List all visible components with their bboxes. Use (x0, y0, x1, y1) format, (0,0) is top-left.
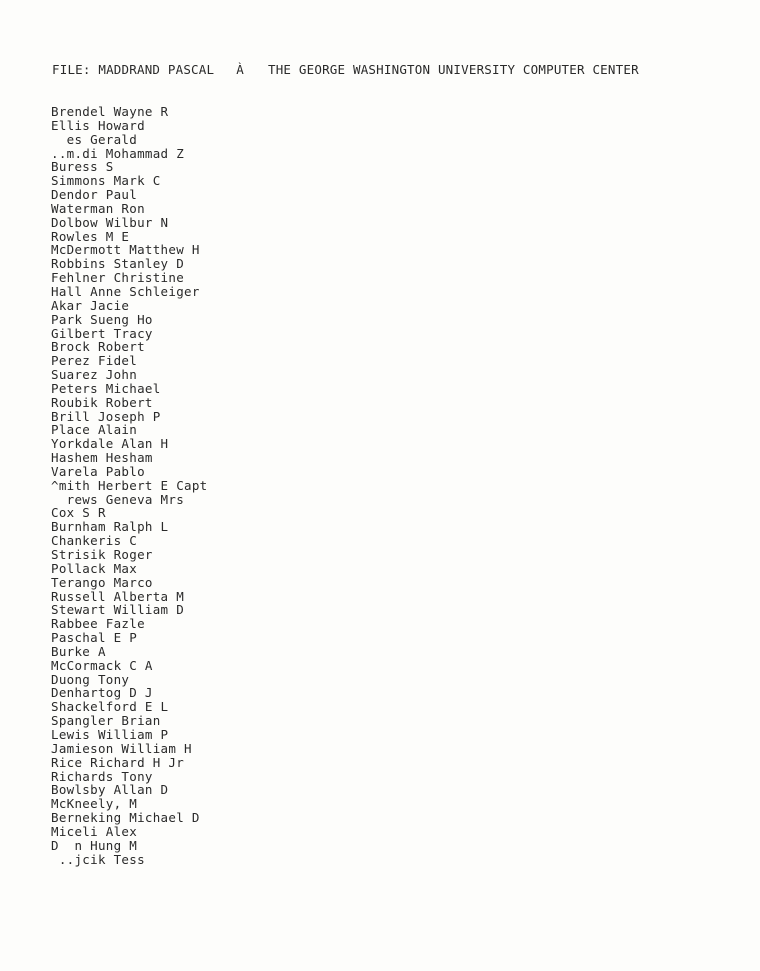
file-label: FILE: MADDRAND PASCAL (52, 62, 215, 77)
name-entry: Buress S (51, 159, 114, 175)
name-entry: Cox S R (51, 505, 106, 521)
name-entry: Brill Joseph P (51, 408, 161, 424)
name-entry: Varela Pablo (51, 463, 145, 479)
name-entry: Lewis William P (51, 726, 169, 742)
name-entry: Miceli Alex (51, 823, 138, 839)
name-entry: Dolbow Wilbur N (51, 214, 169, 230)
name-entry: Gilbert Tracy (51, 325, 153, 341)
name-entry: Burnham Ralph L (51, 519, 169, 535)
name-entry: Brendel Wayne R (51, 104, 169, 119)
name-entry: Strisik Roger (51, 547, 153, 562)
name-entry: Waterman Ron (51, 200, 145, 216)
name-entry: Yorkdale Alan H (51, 436, 169, 452)
name-entry: es Gerald (51, 131, 138, 147)
name-entry: Russell Alberta M (51, 588, 185, 604)
name-entry: McCormack C A (51, 657, 153, 673)
name-entry: Roubik Robert (51, 394, 153, 410)
name-entry: Peters Michael (51, 380, 161, 396)
name-entry: Shackelford E L (51, 699, 169, 715)
name-entry: ..jcik Tess (51, 851, 145, 867)
name-entry: Park Sueng Ho (51, 311, 153, 327)
name-entry: Ellis Howard (51, 117, 145, 133)
page-header (52, 62, 639, 77)
name-entry: Hashem Hesham (51, 450, 153, 466)
name-entry: Paschal E P (51, 630, 138, 646)
name-entry: Pollack Max (51, 560, 138, 576)
name-entry: Terango Marco (51, 574, 153, 590)
name-entry: Denhartog D J (51, 685, 153, 701)
name-list (51, 105, 208, 866)
name-entry: Brock Robert (51, 339, 145, 355)
header-separator: À (236, 62, 244, 77)
name-entry: Fehlner Christine (51, 270, 185, 286)
name-entry: Place Alain (51, 422, 138, 438)
name-entry: Spangler Brian (51, 713, 161, 729)
institution-name: THE GEORGE WASHINGTON UNIVERSITY COMPUTER CENTER (267, 62, 639, 77)
name-entry: McDermott Matthew H (51, 242, 200, 258)
name-entry: Burke A (51, 643, 106, 659)
name-entry: Rowles M E (51, 228, 130, 244)
name-entry: Berneking Michael D (51, 810, 200, 826)
name-entry: Akar Jacie (51, 297, 130, 313)
name-entry: Dendor Paul (51, 187, 138, 203)
name-entry: Richards Tony (51, 768, 153, 784)
name-entry: Simmons Mark C (51, 173, 161, 189)
name-entry: Hall Anne Schleiger (51, 283, 200, 299)
name-entry: Rice Richard H Jr (51, 754, 185, 770)
name-entry: Chankeris C (51, 533, 138, 549)
name-entry: Suarez John (51, 367, 138, 383)
name-entry: McKneely, M (51, 796, 138, 812)
name-entry: Jamieson William H (51, 740, 192, 756)
name-entry: Bowlsby Allan D (51, 782, 169, 798)
name-entry: Rabbee Fazle (51, 616, 145, 632)
name-entry: Stewart William D (51, 602, 185, 618)
name-entry: rews Geneva Mrs (51, 491, 185, 507)
name-entry: ^mith Herbert E Capt (51, 477, 208, 493)
name-entry: Perez Fidel (51, 353, 138, 369)
name-entry: Robbins Stanley D (51, 256, 185, 272)
name-entry: ..m.di Mohammad Z (51, 145, 185, 161)
name-entry: D n Hung M (51, 837, 138, 853)
name-entry: Duong Tony (51, 671, 130, 687)
